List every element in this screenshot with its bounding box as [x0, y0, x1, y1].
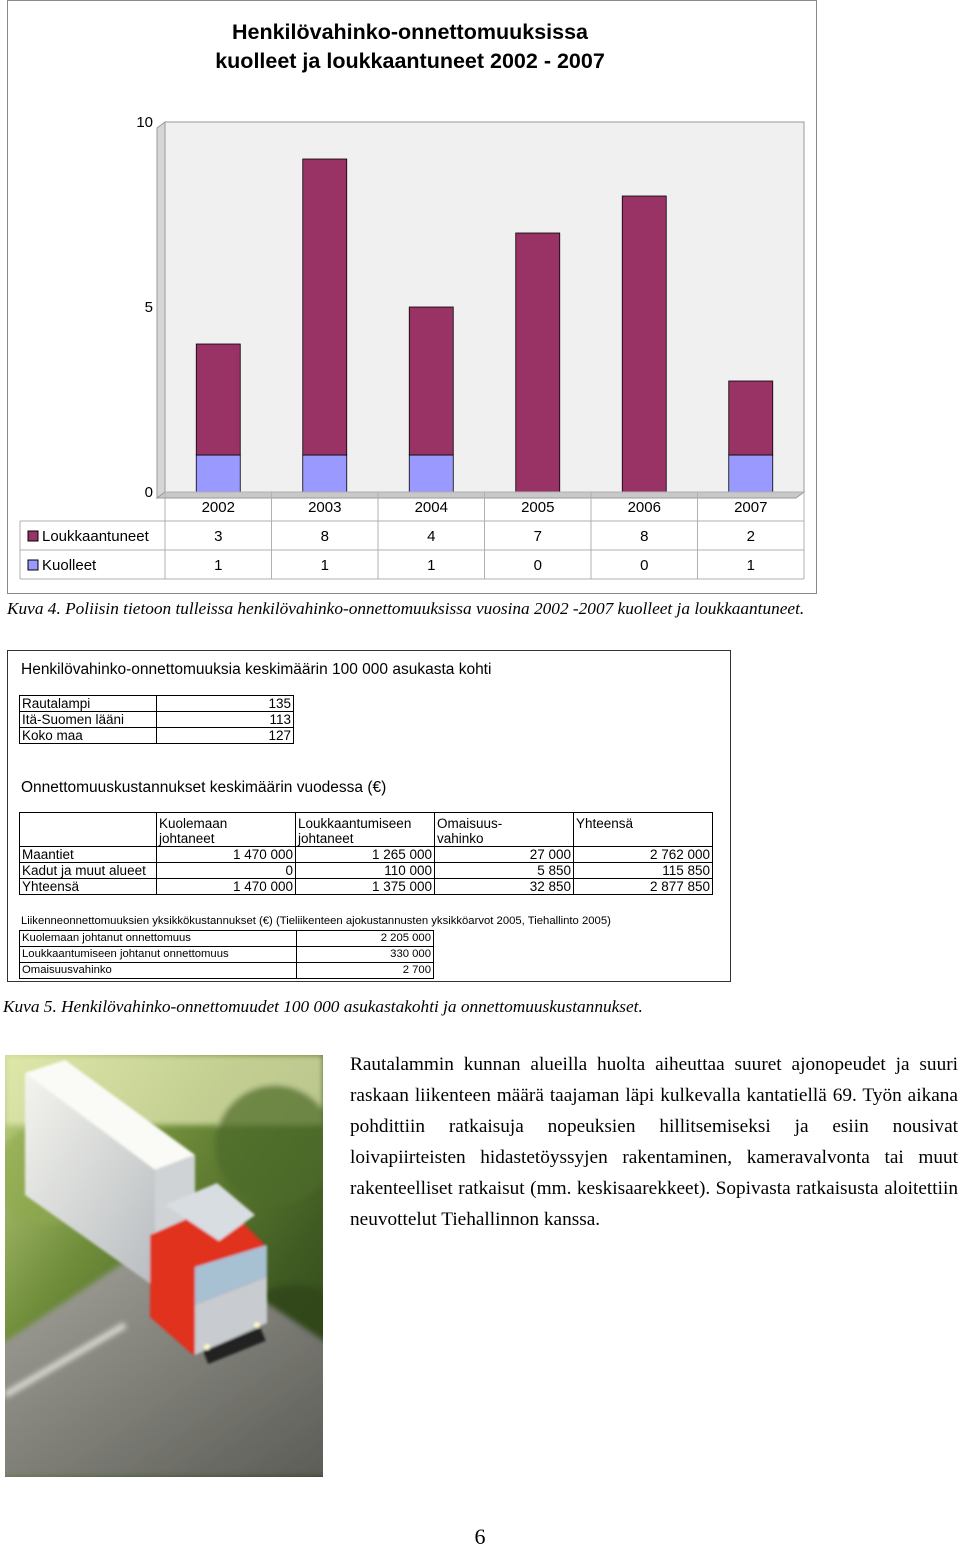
- cost-row-label: Yhteensä: [20, 879, 157, 895]
- data-label: 0: [533, 557, 542, 574]
- unit-cost-row: [20, 963, 434, 979]
- cost-header-cell: [157, 813, 296, 847]
- y-tick-label: 10: [136, 114, 153, 131]
- chart-title-line-2: kuolleet ja loukkaantuneet 2002 - 2007: [215, 49, 605, 73]
- cost-row: [20, 863, 713, 879]
- per-capita-label: Itä-Suomen lääni: [20, 712, 157, 728]
- figure-5-caption: Kuva 5. Henkilövahinko-onnettomuudet 100 000 asukastakohti ja onnettomuuskustannukset.: [3, 997, 643, 1016]
- per-capita-label: Rautalampi: [20, 696, 157, 712]
- data-label: 1: [427, 557, 436, 574]
- cost-value: 2 877 850: [574, 879, 713, 895]
- unit-cost-row: [20, 947, 434, 963]
- x-tick-label: 2007: [734, 499, 768, 516]
- bar-kuolleet-2002: [196, 455, 240, 492]
- data-label: 2: [746, 528, 755, 545]
- legend-swatch-kuolleet: [28, 560, 38, 570]
- plot-area: [157, 122, 804, 498]
- data-label: 8: [320, 528, 329, 545]
- bar-kuolleet-2007: [729, 455, 773, 492]
- truck-photo: [5, 1055, 323, 1477]
- bar-loukkaantuneet-2006: [622, 196, 666, 492]
- cost-header-line: [576, 831, 710, 846]
- bar-loukkaantuneet-2004: [409, 307, 453, 455]
- per-capita-table: [19, 695, 294, 744]
- x-tick-label: 2002: [201, 499, 235, 516]
- statistics-box: [7, 650, 731, 982]
- unit-cost-heading: Liikenneonnettomuuksien yksikkökustannukset (€) (Tieliikenteen ajokustannusten yksikköarvot 2005, Tiehallinto 2005): [21, 915, 611, 927]
- body-paragraph: Rautalammin kunnan alueilla huolta aiheuttaa suuret ajonopeudet ja suuri raskaan liikenteen määrä taajaman läpi kulkevalla kantatiellä 69. Työn aikana pohdittiin ratkaisuja nopeuksien hillitsemiseksi ja esiin nousivat loivapiirteisten hidastetöyssyjen rakentaminen, kameravalvonta tai muut rakenteelliset ratkaisut (mm. keskisaarekkeet). Sopivasta ratkaisusta aloitettiin neuvottelut Tiehallinnon kanssa.: [350, 1054, 958, 1230]
- cost-header-line: johtaneet: [159, 831, 215, 846]
- y-axis-ticks: [136, 114, 153, 501]
- x-tick-label: 2005: [521, 499, 555, 516]
- plot-floor: [157, 492, 804, 498]
- data-label: 3: [214, 528, 223, 545]
- cost-value: 115 850: [574, 863, 713, 879]
- cost-heading: Onnettomuuskustannukset keskimäärin vuodessa (€): [21, 779, 387, 796]
- cost-header-line: vahinko: [437, 831, 484, 846]
- per-capita-value: 127: [157, 728, 294, 744]
- bar-loukkaantuneet-2005: [516, 233, 560, 492]
- bar-loukkaantuneet-2007: [729, 381, 773, 455]
- plot-side-wall: [157, 122, 165, 498]
- cost-value: 2 762 000: [574, 847, 713, 863]
- cost-value: 32 850: [435, 879, 574, 895]
- cost-row: [20, 847, 713, 863]
- x-tick-label: 2003: [308, 499, 342, 516]
- cost-value: 0: [157, 863, 296, 879]
- unit-cost-row: [20, 931, 434, 947]
- per-capita-row: [20, 696, 294, 712]
- cost-value: 1 470 000: [157, 847, 296, 863]
- figure-4-caption: Kuva 4. Poliisin tietoon tulleissa henkilövahinko-onnettomuuksissa vuosina 2002 -2007 kuolleet ja loukkaantuneet.: [7, 599, 805, 618]
- bar-chart: [0, 0, 960, 600]
- cost-row-label: Kadut ja muut alueet: [20, 863, 157, 879]
- cost-table-header: [20, 813, 713, 847]
- y-tick-label: 0: [144, 484, 153, 501]
- page-number: 6: [474, 1524, 486, 1549]
- unit-cost-value: 330 000: [297, 947, 434, 963]
- legend-swatch-loukkaantuneet: [28, 531, 38, 541]
- bar-kuolleet-2003: [303, 455, 347, 492]
- cost-header-line: Kuolemaan: [159, 816, 228, 831]
- unit-cost-value: 2 205 000: [297, 931, 434, 947]
- bar-loukkaantuneet-2002: [196, 344, 240, 455]
- truck-photo-image: [5, 1055, 323, 1477]
- plot-wall: [165, 122, 804, 492]
- data-label: 0: [640, 557, 649, 574]
- bar-kuolleet-2004: [409, 455, 453, 492]
- unit-cost-table: [19, 930, 434, 979]
- data-label: 8: [640, 528, 649, 545]
- legend-label: Loukkaantuneet: [42, 528, 149, 545]
- data-label: 1: [214, 557, 223, 574]
- per-capita-label: Koko maa: [20, 728, 157, 744]
- data-label: 1: [320, 557, 329, 574]
- cost-header-empty: [20, 813, 157, 847]
- data-label: 7: [533, 528, 542, 545]
- unit-cost-label: Kuolemaan johtanut onnettomuus: [20, 931, 297, 947]
- per-capita-heading: Henkilövahinko-onnettomuuksia keskimäärin 100 000 asukasta kohti: [21, 661, 492, 678]
- y-tick-label: 5: [144, 299, 153, 316]
- per-capita-value: 135: [157, 696, 294, 712]
- cost-header-line: Loukkaantumiseen: [298, 816, 412, 831]
- unit-cost-label: Omaisuusvahinko: [20, 963, 297, 979]
- chart-title-line-1: Henkilövahinko-onnettomuuksissa: [231, 20, 588, 44]
- cost-value: 1 375 000: [296, 879, 435, 895]
- cost-table: [19, 812, 713, 895]
- cost-header-cell: [574, 813, 713, 847]
- cost-row: [20, 879, 713, 895]
- cost-value: 1 265 000: [296, 847, 435, 863]
- cost-value: 5 850: [435, 863, 574, 879]
- legend-label: Kuolleet: [42, 557, 97, 574]
- x-tick-label: 2004: [414, 499, 448, 516]
- cost-header-line: Yhteensä: [576, 816, 634, 831]
- cost-header-cell: [296, 813, 435, 847]
- data-label: 4: [427, 528, 436, 545]
- unit-cost-value: 2 700: [297, 963, 434, 979]
- data-table: [20, 492, 804, 579]
- data-label: 1: [746, 557, 755, 574]
- x-tick-label: 2006: [627, 499, 661, 516]
- cost-row-label: Maantiet: [20, 847, 157, 863]
- cost-value: 110 000: [296, 863, 435, 879]
- per-capita-row: [20, 712, 294, 728]
- cost-header-line: Omaisuus-: [437, 816, 503, 831]
- per-capita-value: 113: [157, 712, 294, 728]
- cost-value: 1 470 000: [157, 879, 296, 895]
- bar-loukkaantuneet-2003: [303, 159, 347, 455]
- cost-value: 27 000: [435, 847, 574, 863]
- cost-header-cell: [435, 813, 574, 847]
- cost-header-line: johtaneet: [298, 831, 354, 846]
- per-capita-row: [20, 728, 294, 744]
- unit-cost-label: Loukkaantumiseen johtanut onnettomuus: [20, 947, 297, 963]
